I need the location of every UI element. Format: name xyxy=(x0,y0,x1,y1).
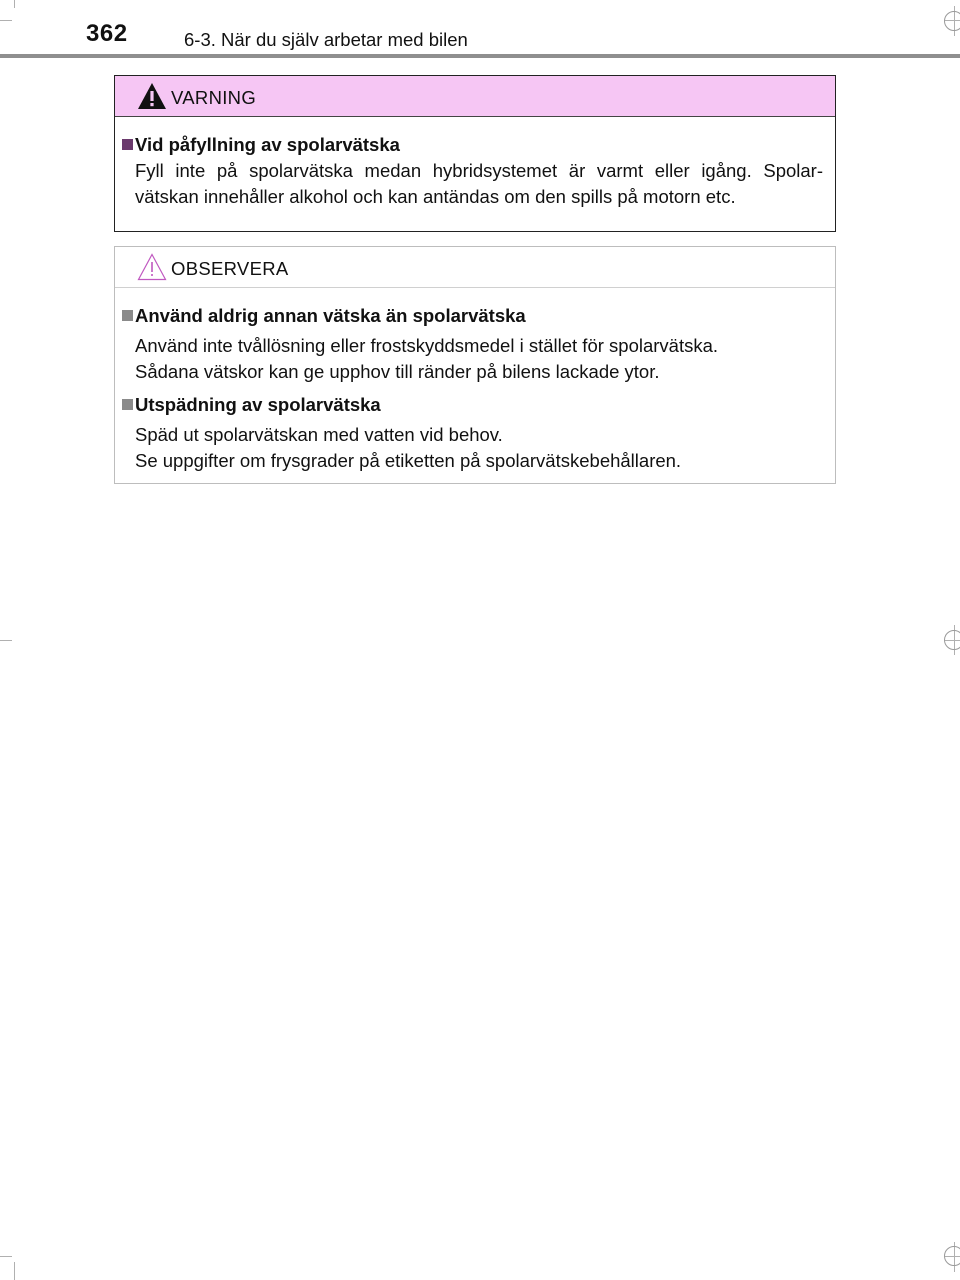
warning-box xyxy=(114,75,836,232)
header-rule xyxy=(0,54,960,58)
crop-mark xyxy=(14,1262,15,1280)
caution-item-text xyxy=(135,422,823,474)
warning-triangle-icon xyxy=(137,82,167,110)
caution-item xyxy=(115,392,835,474)
caution-item xyxy=(115,303,835,385)
square-bullet-icon xyxy=(122,310,133,321)
caution-triangle-icon xyxy=(137,253,167,281)
crop-mark xyxy=(0,640,12,641)
warning-item-title: Vid påfyllning av spolarvätska xyxy=(135,134,400,155)
text-line: Fyll inte på spolarvätska medan hybridsystemet är varmt eller igång. Spolar- xyxy=(135,160,823,181)
caution-item-title: Utspädning av spolarvätska xyxy=(135,394,381,415)
warning-item xyxy=(115,132,835,210)
crop-circle xyxy=(944,1246,960,1266)
warning-label: VARNING xyxy=(171,87,257,108)
caution-item-title: Använd aldrig annan vätska än spolarvätska xyxy=(135,305,526,326)
warning-item-heading xyxy=(135,132,823,158)
caution-item-heading xyxy=(135,392,823,418)
caution-header xyxy=(115,247,835,288)
text-line: Se uppgifter om frysgrader på etiketten på spolarvätskebehållaren. xyxy=(135,450,682,471)
square-bullet-icon xyxy=(122,139,133,150)
caution-item-text xyxy=(135,333,823,385)
crop-mark xyxy=(0,1256,12,1257)
section-title: 6-3. När du själv arbetar med bilen xyxy=(184,29,468,50)
warning-header xyxy=(115,76,835,117)
text-line: vätskan innehåller alkohol och kan antändas om den spills på motorn etc. xyxy=(135,186,736,207)
square-bullet-icon xyxy=(122,399,133,410)
text-line: Späd ut spolarvätskan med vatten vid behov. xyxy=(135,424,503,445)
text-line: Använd inte tvållösning eller frostskyddsmedel i stället för spolarvätska. xyxy=(135,335,719,356)
crop-circle xyxy=(944,630,960,650)
page-number: 362 xyxy=(86,20,128,47)
page-header xyxy=(0,0,960,60)
caution-box xyxy=(114,246,836,484)
caution-item-heading xyxy=(135,303,823,329)
caution-label: OBSERVERA xyxy=(171,258,289,279)
warning-item-text xyxy=(135,158,823,210)
text-line: Sådana vätskor kan ge upphov till ränder på bilens lackade ytor. xyxy=(135,361,660,382)
